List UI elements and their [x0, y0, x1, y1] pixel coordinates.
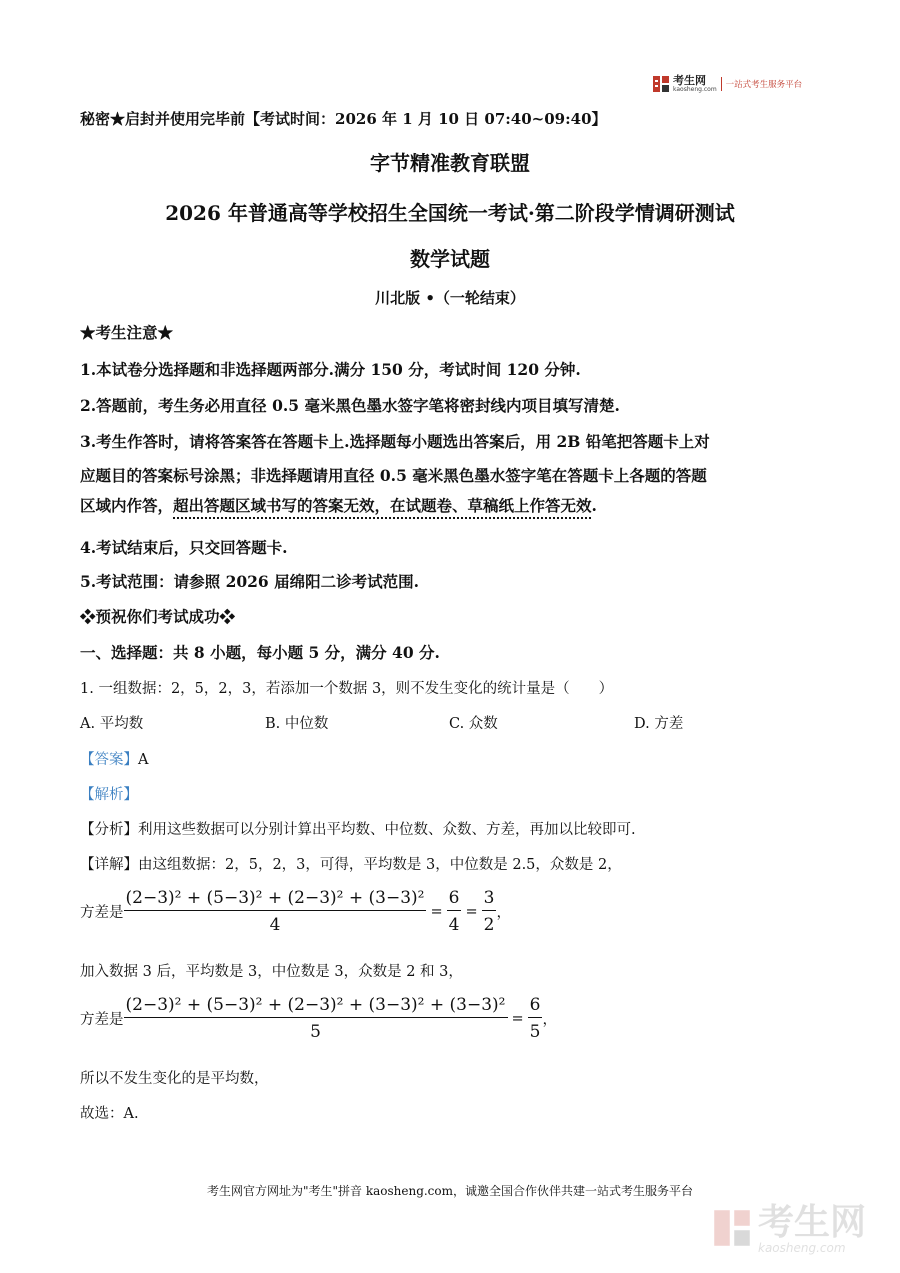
watermark-name: 考生网	[758, 1202, 867, 1243]
question-1-stem: 1. 一组数据：2，5，2，3，若添加一个数据 3，则不发生变化的统计量是（ ）	[80, 681, 614, 697]
exam-title: 2026 年普通高等学校招生全国统一考试·第二阶段学情调研测试	[165, 201, 735, 225]
option-c: C. 众数	[449, 716, 498, 732]
footer-text: 考生网官方网址为"考生"拼音 kaosheng.com，诚邀全国合作伙伴共建一站式考生服务平台	[206, 1184, 694, 1198]
watermark	[712, 1202, 867, 1255]
conclusion-line: 所以不发生变化的是平均数，	[80, 1071, 269, 1087]
notice-item-1: 1.本试卷分选择题和非选择题两部分.满分 150 分，考试时间 120 分钟.	[80, 360, 581, 379]
answer-value: A	[138, 752, 149, 768]
option-a: A. 平均数	[80, 716, 144, 732]
analysis-summary: 【分析】利用这些数据可以分别计算出平均数、中位数、众数、方差，再加以比较即可.	[80, 822, 636, 838]
answer-line	[80, 748, 148, 769]
variance-2-result-numerator: 6	[528, 995, 543, 1018]
notice-item-3-line3	[80, 494, 597, 516]
answer-tag: 【答案】	[80, 752, 138, 768]
variance-2-prefix: 方差是	[80, 1012, 124, 1028]
detail-line: 【详解】由这组数据：2，5，2，3，可得，平均数是 3，中位数是 2.5，众数是 2，	[80, 857, 622, 873]
variance-1-prefix: 方差是	[80, 905, 124, 921]
notice-item-3-line3-end: .	[591, 496, 597, 515]
variance-1-mid-numerator: 6	[447, 888, 462, 911]
confidential-line: 秘密★启封并使用完毕前【考试时间：2026 年 1 月 10 日 07:40~09:40】	[80, 110, 607, 128]
wish-line: ❖预祝你们考试成功❖	[80, 607, 236, 626]
subject-title: 数学试题	[410, 247, 490, 271]
logo-slogan: 一站式考生服务平台	[725, 80, 803, 90]
notice-item-3-emphasis: 超出答题区域书写的答案无效，在试题卷、草稿纸上作答无效	[173, 496, 592, 515]
variance-1-mid-fraction	[447, 888, 462, 935]
variance-2-numerator: (2−3)² + (5−3)² + (2−3)² + (3−3)² + (3−3)²	[124, 995, 508, 1018]
variance-2-denominator: 5	[310, 1022, 321, 1042]
option-d: D. 方差	[634, 716, 684, 732]
variance-formula-1: 方差是 $\frac{\text{(2−3)² + (5−3)² + (2−3)² + (3−3)²}}{4}$ = $\frac{6}{4}$ = $\frac{3}{2}$ ，	[80, 888, 511, 935]
section-heading: 一、选择题：共 8 小题，每小题 5 分，满分 40 分.	[80, 643, 440, 662]
option-b: B. 中位数	[265, 716, 329, 732]
variance-1-result-numerator: 3	[482, 888, 497, 911]
choice-line: 故选：A.	[80, 1106, 139, 1122]
notice-item-3-line3-start: 区域内作答，	[80, 496, 174, 515]
header-logo	[652, 73, 802, 95]
notice-heading: ★考生注意★	[80, 323, 174, 342]
notice-item-4: 4.考试结束后，只交回答题卡.	[80, 538, 288, 557]
variance-formula-2: 方差是 $\frac{\text{(2−3)² + (5−3)² + (2−3)² + (3−3)² + (3−3)²}}{5}$ = $\frac{6}{5}$ ，	[80, 995, 557, 1042]
variance-1-denominator: 4	[269, 915, 281, 935]
notice-item-3-line2: 应题目的答案标号涂黑；非选择题请用直径 0.5 毫米黑色墨水签字笔在答题卡上各题的答题	[80, 466, 707, 485]
variance-2-result-denominator: 5	[529, 1022, 541, 1042]
logo-domain: kaosheng.com	[673, 86, 717, 93]
org-title: 字节精准教育联盟	[370, 151, 530, 175]
watermark-domain: kaosheng.com	[758, 1241, 846, 1255]
variance-1-result-fraction	[482, 888, 497, 935]
edition-label: 川北版 •（一轮结束）	[375, 289, 525, 307]
notice-item-3-line1: 3.考生作答时，请将答案答在答题卡上.选择题每小题选出答案后，用 2B 铅笔把答题卡上对	[80, 432, 710, 451]
variance-2-fraction	[124, 995, 508, 1042]
variance-1-fraction	[124, 888, 427, 935]
notice-item-5: 5.考试范围：请参照 2026 届绵阳二诊考试范围.	[80, 572, 420, 591]
after-add-line: 加入数据 3 后，平均数是 3，中位数是 3，众数是 2 和 3，	[80, 964, 463, 980]
variance-1-mid-denominator: 4	[448, 915, 460, 935]
logo-name: 考生网	[673, 74, 706, 87]
variance-1-result-denominator: 2	[483, 915, 495, 935]
variance-2-result-fraction	[528, 995, 543, 1042]
logo-divider	[721, 77, 722, 91]
analysis-tag: 【解析】	[80, 787, 138, 803]
kaosheng-logo-icon	[652, 75, 670, 93]
variance-1-numerator: (2−3)² + (5−3)² + (2−3)² + (3−3)²	[124, 888, 427, 911]
notice-item-2: 2.答题前，考生务必用直径 0.5 毫米黑色墨水签字笔将密封线内项目填写清楚.	[80, 396, 620, 415]
watermark-logo-icon	[712, 1207, 752, 1253]
